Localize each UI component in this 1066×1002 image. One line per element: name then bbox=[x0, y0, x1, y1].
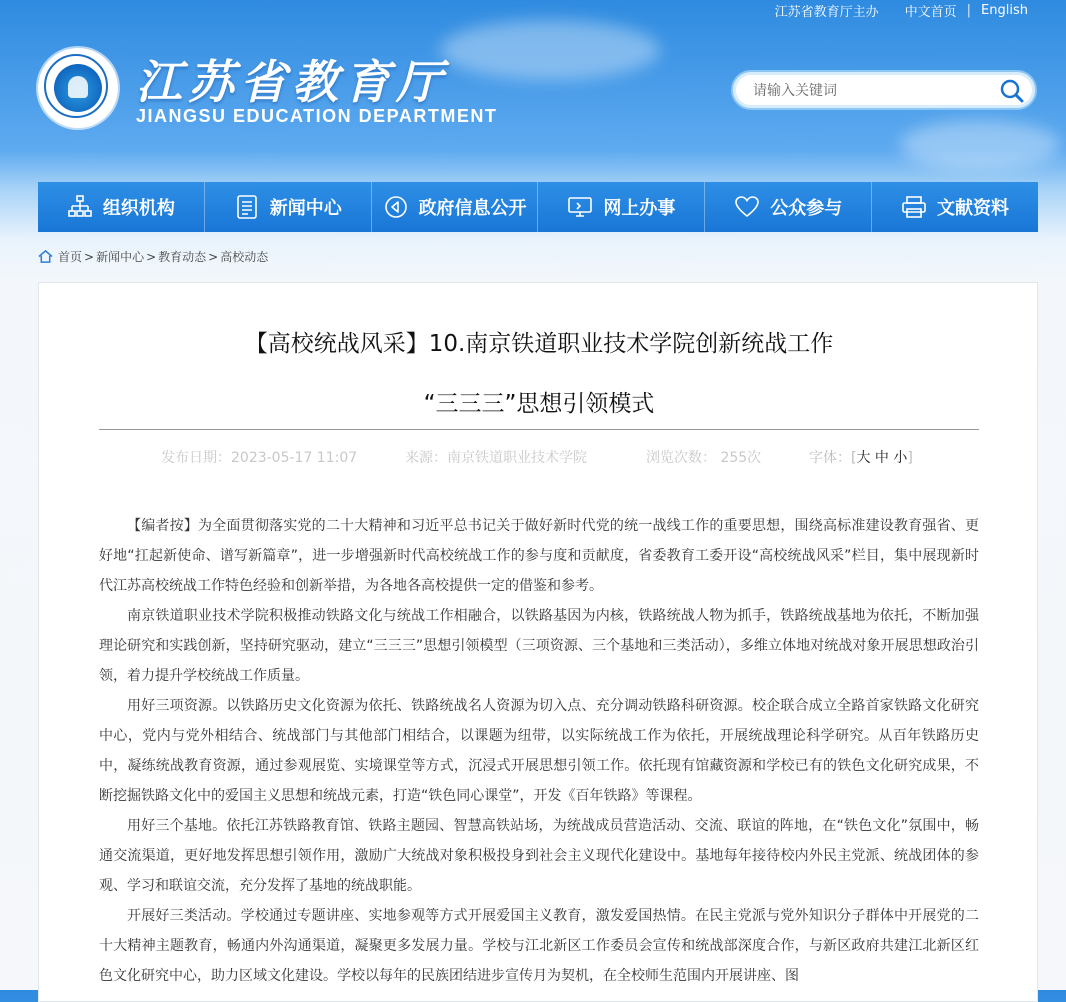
english-link[interactable]: English bbox=[981, 2, 1028, 18]
topbar-divider: | bbox=[966, 2, 972, 18]
title-divider bbox=[99, 429, 979, 430]
article-title-line-1: 【高校统战风采】10.南京铁道职业技术学院创新统战工作 bbox=[244, 331, 834, 357]
article-panel bbox=[38, 282, 1038, 1002]
nav-item-gov-info[interactable] bbox=[372, 182, 539, 232]
heart-icon bbox=[734, 194, 760, 220]
top-links-bar bbox=[775, 0, 1028, 20]
search-icon[interactable] bbox=[999, 78, 1025, 104]
nav-label: 网上办事 bbox=[603, 198, 676, 219]
nav-label: 组织机构 bbox=[102, 198, 175, 219]
home-icon[interactable] bbox=[38, 249, 53, 264]
breadcrumb-university-news[interactable]: 高校动态 bbox=[220, 250, 269, 264]
site-title[interactable]: 江苏省教育厅 bbox=[136, 55, 448, 109]
breadcrumb-separator: > bbox=[208, 249, 219, 264]
sky-cloud-decoration bbox=[440, 20, 660, 80]
document-icon bbox=[234, 194, 260, 220]
publish-date: 发布日期：2023-05-17 11:07 bbox=[161, 450, 358, 466]
breadcrumb-news-center[interactable]: 新闻中心 bbox=[96, 250, 145, 264]
article-paragraph: 开展好三类活动。学校通过专题讲座、实地参观等方式开展爱国主义教育，激发爱国热情。在民主党派与党外知识分子群体中开展党的二十大精神主题教育，畅通内外沟通渠道，凝聚更多发展力量。学校与江北新区工作委员会宣传和统战部深度合作，与新区政府共建江北新区红色文化研究中心，助力区域文化建设。学校以每年的民族团结进步宣传月为契机，在全校师生范围内开展讲座、图 bbox=[99, 908, 979, 984]
article-body bbox=[99, 511, 979, 991]
nav-label: 公众参与 bbox=[770, 198, 843, 219]
font-size-label: 字体： bbox=[809, 450, 851, 466]
font-size-small-link[interactable]: 小 bbox=[893, 450, 908, 466]
sponsor-link[interactable]: 江苏省教育厅主办 bbox=[774, 4, 879, 20]
breadcrumb-home[interactable]: 首页 bbox=[58, 250, 83, 264]
article-paragraph: 南京铁道职业技术学院积极推动铁路文化与统战工作相融合，以铁路基因为内核，铁路统战人物为抓手，铁路统战基地为依托，不断加强理论研究和实践创新，坚持研究驱动，建立“三三三”思想引领模型（三项资源、三个基地和三类活动），多维立体地对统战对象开展思想政治引领，着力提升学校统战工作质量。 bbox=[99, 608, 979, 684]
nav-label: 文献资料 bbox=[937, 198, 1010, 219]
search-box bbox=[731, 70, 1037, 110]
monitor-icon bbox=[567, 194, 593, 220]
nav-item-online-service[interactable] bbox=[538, 182, 705, 232]
article-source: 来源：南京铁道职业技术学院 bbox=[405, 450, 587, 466]
sky-cloud-decoration bbox=[900, 120, 1060, 170]
article-paragraph: 【编者按】为全面贯彻落实党的二十大精神和习近平总书记关于做好新时代党的统一战线工作的重要思想，围绕高标准建设教育强省、更好地“扛起新使命、谱写新篇章”，进一步增强新时代高校统战工作的参与度和贡献度，省委教育工委开设“高校统战风采”栏目，集中展现新时代江苏高校统战工作特色经验和创新举措，为各地各高校提供一定的借鉴和参考。 bbox=[99, 518, 979, 594]
view-count: 浏览次数： 255次 bbox=[646, 450, 762, 466]
search-input[interactable] bbox=[751, 80, 995, 102]
article-paragraph: 用好三项资源。以铁路历史文化资源为依托、铁路统战名人资源为切入点、充分调动铁路科研资源。校企联合成立全路首家铁路文化研究中心，党内与党外相结合、统战部门与其他部门相结合，以课题为纽带，以实际统战工作为依托，开展统战理论科学研究。从百年铁路历史中，凝练统战教育资源，通过参观展览、实境课堂等方式，沉浸式开展思想引领工作。依托现有馆藏资源和学校已有的铁色文化研究成果，不断挖掘铁路文化中的爱国主义思想和统战元素，打造“铁色同心课堂”，开发《百年铁路》等课程。 bbox=[99, 698, 979, 804]
site-subtitle: JIANGSU EDUCATION DEPARTMENT bbox=[136, 106, 498, 126]
site-logo-emblem-icon[interactable] bbox=[38, 48, 118, 128]
chinese-home-link[interactable]: 中文首页 bbox=[904, 4, 957, 20]
article-meta bbox=[39, 447, 1039, 467]
font-size-medium-link[interactable]: 中 bbox=[874, 450, 889, 466]
font-size-large-link[interactable]: 大 bbox=[856, 450, 871, 466]
nav-item-documents[interactable] bbox=[872, 182, 1038, 232]
nav-item-news[interactable] bbox=[205, 182, 372, 232]
main-nav bbox=[38, 182, 1038, 232]
breadcrumb-separator: > bbox=[84, 249, 95, 264]
article-paragraph: 用好三个基地。依托江苏铁路教育馆、铁路主题园、智慧高铁站场，为统战成员营造活动、交流、联谊的阵地，在“铁色文化”氛围中，畅通交流渠道，更好地发挥思想引领作用，激励广大统战对象积极投身到社会主义现代化建设中。基地每年接待校内外民主党派、统战团体的参观、学习和联谊交流，充分发挥了基地的统战职能。 bbox=[99, 818, 979, 894]
article-title-line-2: “三三三”思想引领模式 bbox=[423, 391, 655, 417]
org-chart-icon bbox=[67, 194, 93, 220]
nav-item-organization[interactable] bbox=[38, 182, 205, 232]
breadcrumb-education-news[interactable]: 教育动态 bbox=[158, 250, 207, 264]
printer-icon bbox=[901, 194, 927, 220]
font-size-switcher: 字体：[大 中 小] bbox=[809, 450, 913, 466]
nav-label: 新闻中心 bbox=[269, 198, 342, 219]
play-circle-icon bbox=[383, 194, 409, 220]
nav-label: 政府信息公开 bbox=[418, 198, 527, 219]
breadcrumb-separator: > bbox=[146, 249, 157, 264]
breadcrumb bbox=[38, 248, 268, 265]
nav-item-public-participation[interactable] bbox=[705, 182, 872, 232]
